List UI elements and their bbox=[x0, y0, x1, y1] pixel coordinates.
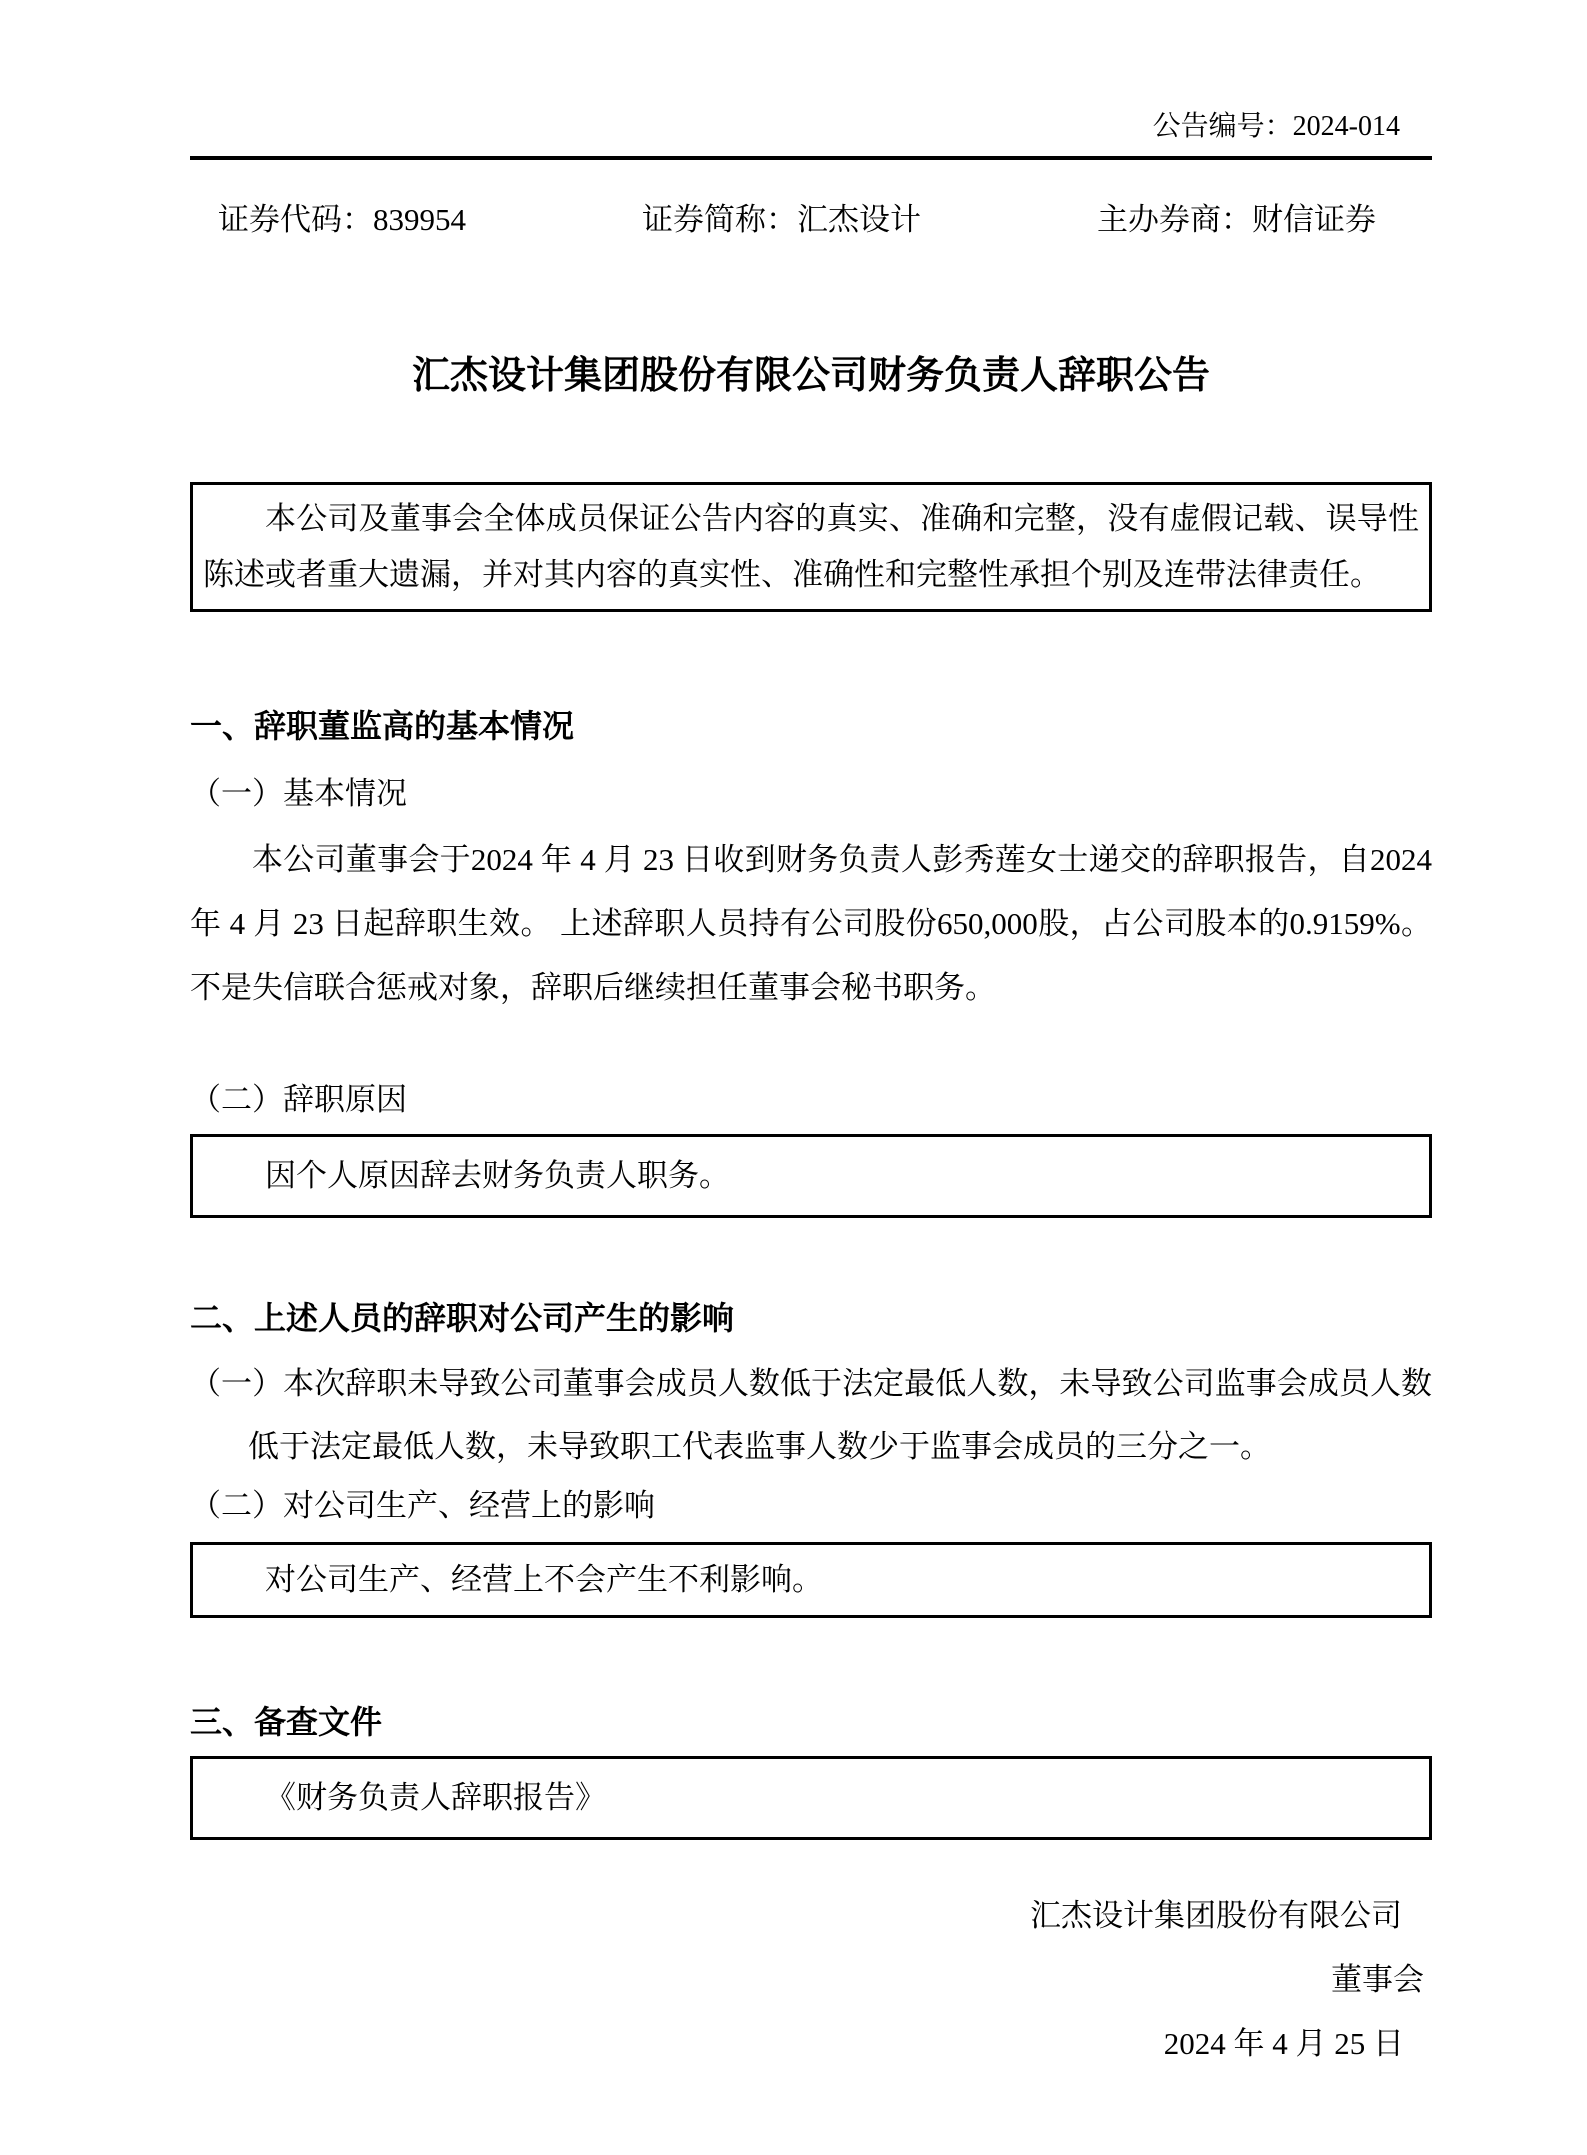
securities-short-name: 证券简称：汇杰设计 bbox=[642, 202, 921, 237]
resignation-reason-text: 因个人原因辞去财务负责人职务。 bbox=[265, 1158, 730, 1193]
section-1-heading: 一、辞职董监高的基本情况 bbox=[190, 708, 575, 744]
signature-block bbox=[190, 1884, 1432, 2076]
document-title: 汇杰设计集团股份有限公司财务负责人辞职公告 bbox=[411, 355, 1210, 397]
reference-document-box bbox=[190, 1756, 1432, 1840]
sponsor-broker: 主办券商：财信证券 bbox=[1097, 202, 1376, 237]
document-content bbox=[190, 0, 1432, 2076]
section-2-item-1: （一）本次辞职未导致公司董事会成员人数低于法定最低人数，未导致公司监事会成员人数低于法定最低人数，未导致职工代表监事人数少于监事会成员的三分之一。 bbox=[190, 1366, 1432, 1464]
impact-text: 对公司生产、经营上不会产生不利影响。 bbox=[265, 1562, 823, 1597]
securities-code: 证券代码：839954 bbox=[218, 202, 466, 237]
section-2-item-2: （二）对公司生产、经营上的影响 bbox=[190, 1488, 655, 1523]
header-divider-rule bbox=[190, 156, 1432, 160]
section-1-paragraph: 本公司董事会于2024 年 4 月 23 日收到财务负责人彭秀莲女士递交的辞职报告，自2024 年 4 月 23 日起辞职生效。 上述辞职人员持有公司股份650,000股，占公司股本的0.9159%。不是失信联合惩戒对象，辞职后继续担任董事会秘书职务。 bbox=[190, 842, 1432, 1005]
reference-document-text: 《财务负责人辞职报告》 bbox=[265, 1780, 606, 1815]
resignation-reason-box bbox=[190, 1134, 1432, 1218]
section-1-subheading-basic: （一）基本情况 bbox=[190, 776, 407, 811]
disclaimer-text: 本公司及董事会全体成员保证公告内容的真实、准确和完整，没有虚假记载、误导性陈述或者重大遗漏，并对其内容的真实性、准确性和完整性承担个别及连带法律责任。 bbox=[203, 501, 1419, 592]
signature-company-name: 汇杰设计集团股份有限公司 bbox=[1030, 1898, 1402, 1933]
securities-info-row bbox=[190, 200, 1432, 240]
disclaimer-box bbox=[190, 482, 1432, 612]
announcement-number: 公告编号：2024-014 bbox=[1152, 111, 1400, 142]
section-3-heading: 三、备查文件 bbox=[190, 1704, 383, 1740]
impact-box bbox=[190, 1542, 1432, 1618]
signature-date: 2024 年 4 月 25 日 bbox=[1163, 2026, 1404, 2061]
section-1-subheading-reason: （二）辞职原因 bbox=[190, 1082, 407, 1117]
section-2-heading: 二、上述人员的辞职对公司产生的影响 bbox=[190, 1300, 735, 1336]
signature-board: 董事会 bbox=[1331, 1962, 1424, 1997]
